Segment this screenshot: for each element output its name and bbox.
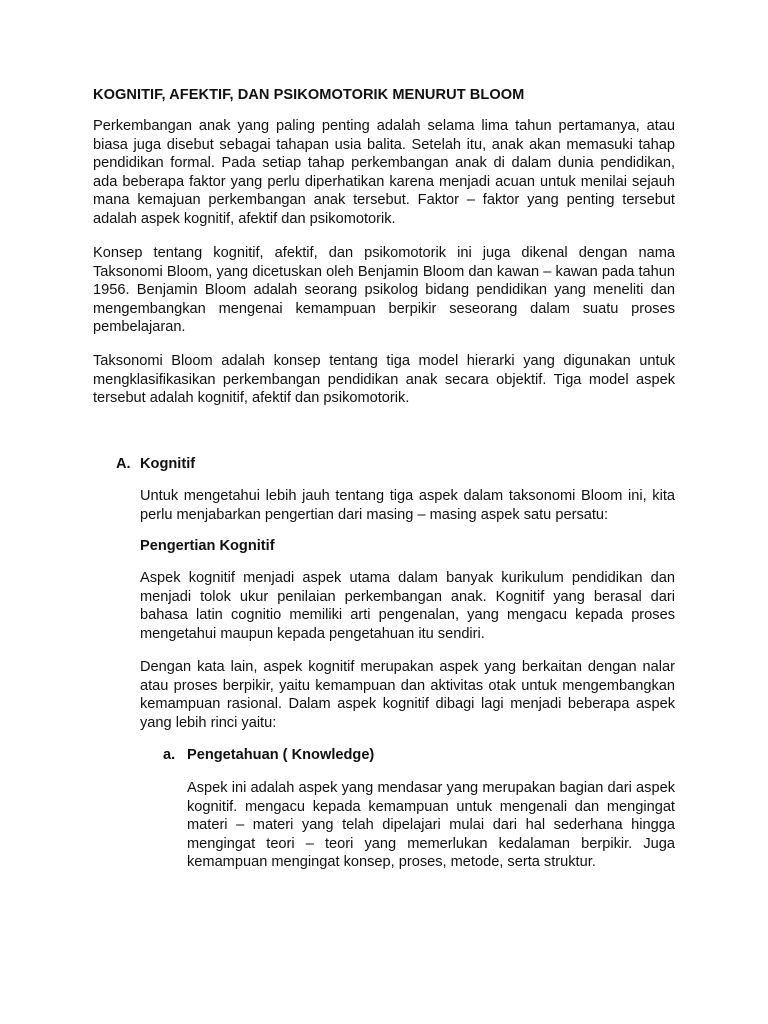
kognitif-paragraph-2: Dengan kata lain, aspek kognitif merupakan aspek yang berkaitan dengan nalar atau proses berpikir, yaitu kemampuan dan aktivitas otak untuk mengembangkan kemampuan rasional. Dalam aspek kognitif dibagi lagi menjadi beberapa aspek yang lebih rinci yaitu: (140, 659, 675, 731)
section-a-intro: Untuk mengetahui lebih jauh tentang tiga aspek dalam taksonomi Bloom ini, kita perlu menjabarkan pengertian dari masing – masing aspek satu persatu: (140, 488, 675, 523)
intro-paragraph-3: Taksonomi Bloom adalah konsep tentang tiga model hierarki yang digunakan untuk mengklasifikasikan perkembangan pendidikan anak secara objektif. Tiga model aspek tersebut adalah kognitif, afektif dan psikomotorik. (93, 353, 675, 406)
intro-paragraph-1: Perkembangan anak yang paling penting adalah selama lima tahun pertamanya, atau biasa juga disebut sebagai tahapan usia balita. Setelah itu, anak akan memasuki tahap pendidikan formal. Pada setiap tahap perkembangan anak di dalam dunia pendidikan, ada beberapa faktor yang perlu diperhatikan karena menjadi acuan untuk menilai sejauh mana kemajuan perkembangan anak tersebut. Faktor – faktor yang penting tersebut adalah aspek kognitif, afektif dan psikomotorik. (93, 118, 675, 227)
item-a-heading: Pengetahuan ( Knowledge) (187, 747, 375, 763)
item-a-letter: a. (163, 747, 176, 763)
section-a-letter: A. (116, 456, 131, 472)
intro-paragraph-2: Konsep tentang kognitif, afektif, dan psikomotorik ini juga dikenal dengan nama Taksonomi Bloom, yang dicetuskan oleh Benjamin Bloom dan kawan – kawan pada tahun 1956. Benjamin Bloom adalah seorang psikolog bidang pendidikan yang meneliti dan mengembangkan mengenai kemampuan berpikir seseorang dalam suatu proses pembelajaran. (93, 245, 675, 335)
section-a-heading: Kognitif (140, 456, 196, 472)
kognitif-paragraph-1: Aspek kognitif menjadi aspek utama dalam banyak kurikulum pendidikan dan menjadi tolok ukur penilaian perkembangan anak. Kognitif yang berasal dari bahasa latin cognitio memiliki arti pengenalan, yang mengacu kepada proses mengetahui maupun kepada pengetahuan itu sendiri. (140, 570, 675, 642)
document-title: KOGNITIF, AFEKTIF, DAN PSIKOMOTORIK MENURUT BLOOM (93, 87, 525, 103)
subheading-pengertian-kognitif: Pengertian Kognitif (140, 538, 275, 554)
item-a-paragraph: Aspek ini adalah aspek yang mendasar yang merupakan bagian dari aspek kognitif. mengacu kepada kemampuan untuk mengenali dan mengingat materi – materi yang telah dipelajari mulai dari hal sederhana hingga mengingat teori – teori yang memerlukan kedalaman berpikir. Juga kemampuan mengingat konsep, proses, metode, serta struktur. (187, 780, 675, 870)
